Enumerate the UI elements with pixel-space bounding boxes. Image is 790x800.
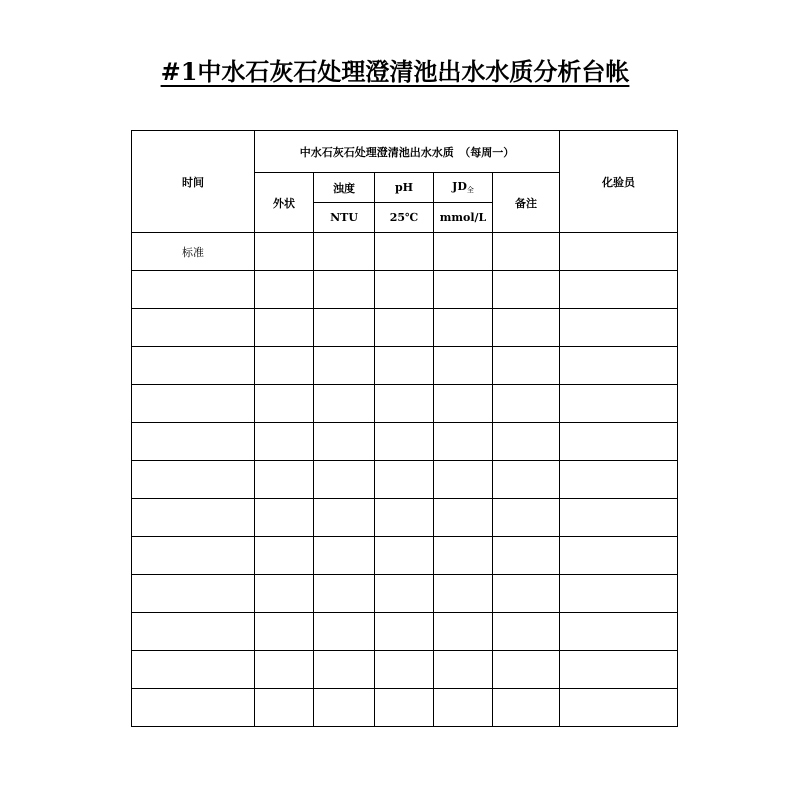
- table-cell[interactable]: [132, 385, 255, 423]
- table-cell[interactable]: [560, 537, 678, 575]
- header-remarks: 备注: [493, 173, 560, 233]
- table-cell[interactable]: [314, 651, 375, 689]
- header-turbidity: 浊度: [314, 173, 375, 203]
- table-row: [132, 613, 678, 651]
- table-cell[interactable]: [560, 385, 678, 423]
- unit-ph: 25℃: [375, 203, 434, 233]
- table-cell[interactable]: [375, 233, 434, 271]
- table-cell[interactable]: [255, 575, 314, 613]
- table-cell[interactable]: [560, 461, 678, 499]
- table-cell[interactable]: [493, 423, 560, 461]
- table-cell[interactable]: [375, 461, 434, 499]
- table-cell[interactable]: [132, 575, 255, 613]
- table-cell[interactable]: [434, 499, 493, 537]
- table-cell[interactable]: [314, 461, 375, 499]
- header-jd-sub: 全: [466, 186, 474, 194]
- table-cell[interactable]: [493, 233, 560, 271]
- table-cell[interactable]: [132, 613, 255, 651]
- table-cell[interactable]: [560, 423, 678, 461]
- unit-jd: mmol/L: [434, 203, 493, 233]
- table-cell[interactable]: [375, 537, 434, 575]
- table-cell[interactable]: [255, 499, 314, 537]
- table-cell[interactable]: [493, 271, 560, 309]
- table-row: [132, 347, 678, 385]
- table-cell[interactable]: [434, 461, 493, 499]
- table-cell[interactable]: [434, 309, 493, 347]
- table-cell[interactable]: [493, 347, 560, 385]
- table-cell[interactable]: [375, 613, 434, 651]
- table-cell[interactable]: [132, 689, 255, 727]
- table-cell[interactable]: [560, 499, 678, 537]
- table-cell[interactable]: [493, 309, 560, 347]
- table-cell[interactable]: [434, 613, 493, 651]
- table-cell[interactable]: [314, 233, 375, 271]
- table-row: [132, 385, 678, 423]
- table-cell[interactable]: [375, 651, 434, 689]
- header-jd: [434, 173, 493, 203]
- header-jd-main: JD: [452, 180, 467, 193]
- table-cell[interactable]: [493, 689, 560, 727]
- table-cell[interactable]: [314, 347, 375, 385]
- table-cell[interactable]: [434, 537, 493, 575]
- table-cell[interactable]: [132, 271, 255, 309]
- table-row: [132, 537, 678, 575]
- table-cell[interactable]: [132, 499, 255, 537]
- table-cell[interactable]: [493, 499, 560, 537]
- table-cell[interactable]: [375, 499, 434, 537]
- table-cell[interactable]: [314, 537, 375, 575]
- table-cell[interactable]: [255, 271, 314, 309]
- table-cell[interactable]: [434, 423, 493, 461]
- table-cell[interactable]: [314, 423, 375, 461]
- table-cell[interactable]: [132, 461, 255, 499]
- table-cell[interactable]: [132, 423, 255, 461]
- table-cell[interactable]: [493, 537, 560, 575]
- table-cell[interactable]: [560, 271, 678, 309]
- table-cell[interactable]: [434, 385, 493, 423]
- table-cell[interactable]: [434, 651, 493, 689]
- header-time: 时间: [132, 131, 255, 233]
- table-cell[interactable]: [255, 309, 314, 347]
- table-cell[interactable]: [560, 689, 678, 727]
- table-cell[interactable]: [255, 233, 314, 271]
- table-cell[interactable]: [434, 347, 493, 385]
- table-cell[interactable]: [493, 575, 560, 613]
- table-cell[interactable]: [255, 385, 314, 423]
- table-cell[interactable]: [255, 689, 314, 727]
- table-cell[interactable]: [132, 347, 255, 385]
- table-cell[interactable]: [255, 651, 314, 689]
- header-ph: pH: [375, 173, 434, 203]
- table-cell[interactable]: [255, 461, 314, 499]
- table-cell[interactable]: [493, 651, 560, 689]
- table-row: [132, 461, 678, 499]
- table-row-standard: [132, 233, 678, 271]
- table-row: [132, 499, 678, 537]
- table-cell[interactable]: [375, 309, 434, 347]
- table-row: [132, 651, 678, 689]
- table-cell[interactable]: [314, 385, 375, 423]
- table-cell[interactable]: [493, 613, 560, 651]
- water-quality-ledger-table: [131, 130, 678, 727]
- table-cell[interactable]: [314, 271, 375, 309]
- table-cell[interactable]: [560, 575, 678, 613]
- table-cell[interactable]: [375, 385, 434, 423]
- table-cell[interactable]: [255, 613, 314, 651]
- table-cell[interactable]: [560, 309, 678, 347]
- table-cell[interactable]: [560, 347, 678, 385]
- table-cell[interactable]: [255, 537, 314, 575]
- table-row: [132, 575, 678, 613]
- table-row: [132, 423, 678, 461]
- table-cell[interactable]: [132, 651, 255, 689]
- table-cell[interactable]: [132, 309, 255, 347]
- table-cell[interactable]: [375, 271, 434, 309]
- table-row: [132, 271, 678, 309]
- table-cell[interactable]: [434, 689, 493, 727]
- header-appearance: 外状: [255, 173, 314, 233]
- standard-label: 标准: [132, 233, 255, 271]
- table-cell[interactable]: [375, 347, 434, 385]
- table-row: [132, 309, 678, 347]
- table-cell[interactable]: [255, 347, 314, 385]
- table-cell[interactable]: [314, 499, 375, 537]
- table-cell[interactable]: [434, 271, 493, 309]
- table-cell[interactable]: [434, 575, 493, 613]
- table-cell[interactable]: [560, 233, 678, 271]
- table-cell[interactable]: [375, 423, 434, 461]
- table-cell[interactable]: [434, 233, 493, 271]
- table-row: [132, 689, 678, 727]
- unit-turbidity: NTU: [314, 203, 375, 233]
- header-group: 中水石灰石处理澄清池出水水质 （每周一）: [255, 131, 560, 173]
- table-cell[interactable]: [255, 423, 314, 461]
- page-title-text: #1中水石灰石处理澄清池出水水质分析台帐: [160, 57, 630, 86]
- table-cell[interactable]: [314, 309, 375, 347]
- table-cell[interactable]: [375, 575, 434, 613]
- table-cell[interactable]: [132, 537, 255, 575]
- header-chemist: 化验员: [560, 131, 678, 233]
- table-cell[interactable]: [375, 689, 434, 727]
- table-cell[interactable]: [314, 689, 375, 727]
- table-cell[interactable]: [314, 613, 375, 651]
- page-title: [0, 52, 790, 87]
- table-cell[interactable]: [560, 613, 678, 651]
- table-cell[interactable]: [314, 575, 375, 613]
- table-cell[interactable]: [560, 651, 678, 689]
- table-cell[interactable]: [493, 461, 560, 499]
- table-cell[interactable]: [493, 385, 560, 423]
